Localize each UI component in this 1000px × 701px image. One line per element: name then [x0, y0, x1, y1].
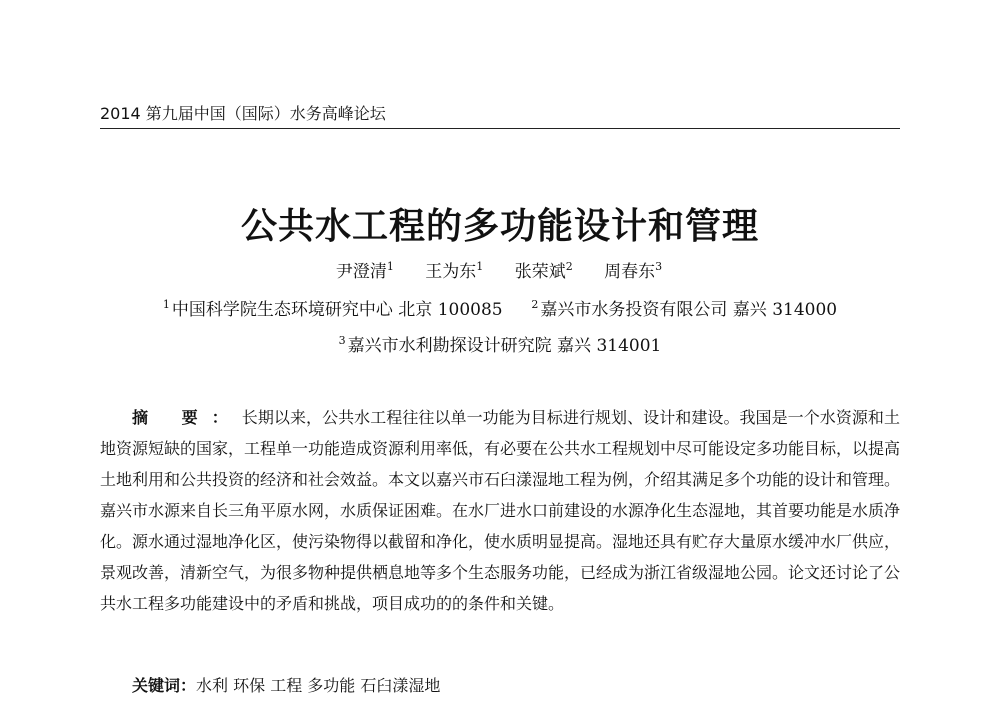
- author: 张荣斌$^2$: [514, 260, 573, 282]
- author: 周春东$^3$: [604, 260, 663, 282]
- affiliation: 嘉兴市水务投资有限公司 嘉兴 314000: [540, 300, 838, 320]
- running-header: 2014 第九届中国（国际）水务高峰论坛: [100, 104, 386, 123]
- author: 王为东$^1$: [425, 260, 484, 282]
- author-list: [0, 259, 1000, 285]
- abstract-label: 摘 要：: [132, 408, 242, 427]
- affiliation-line: $^1$ 中国科学院生态环境研究中心 北京 100085 $^2$ 嘉兴市水务投资有限公司 嘉兴 314000: [162, 298, 838, 320]
- header-rule: [100, 128, 900, 129]
- affiliation: 嘉兴市水利勘探设计研究院 嘉兴 314001: [347, 336, 662, 356]
- keywords-label: 关键词：: [132, 676, 197, 695]
- keywords: [132, 670, 892, 701]
- paper-title: 公共水工程的多功能设计和管理: [240, 206, 759, 247]
- affiliation-line: $^3$ 嘉兴市水利勘探设计研究院 嘉兴 314001: [338, 334, 662, 356]
- abstract: [100, 402, 900, 619]
- abstract-text: 长期以来，公共水工程往往以单一功能为目标进行规划、设计和建设。我国是一个水资源和土地资源短缺的国家，工程单一功能造成资源利用率低，有必要在公共水工程规划中尽可能设定多功能目标，以提高土地利用和公共投资的经济和社会效益。本文以嘉兴市石臼漾湿地工程为例，介绍其满足多个功能的设计和管理。嘉兴市水源来自长三角平原水网，水质保证困难。在水厂进水口前建设的水源净化生态湿地，其首要功能是水质净化。源水通过湿地净化区，使污染物得以截留和净化，使水质明显提高。湿地还具有贮存大量原水缓冲水厂供应，景观改善，清新空气，为很多物种提供栖息地等多个生态服务功能，已经成为浙江省级湿地公园。论文还讨论了公共水工程多功能建设中的矛盾和挑战，项目成功的的条件和关键。: [100, 408, 901, 613]
- author: 尹澄清$^1$: [335, 260, 394, 282]
- affiliation: 中国科学院生态环境研究中心 北京 100085: [171, 300, 503, 320]
- keywords-text: 水利 环保 工程 多功能 石臼漾湿地: [196, 676, 441, 695]
